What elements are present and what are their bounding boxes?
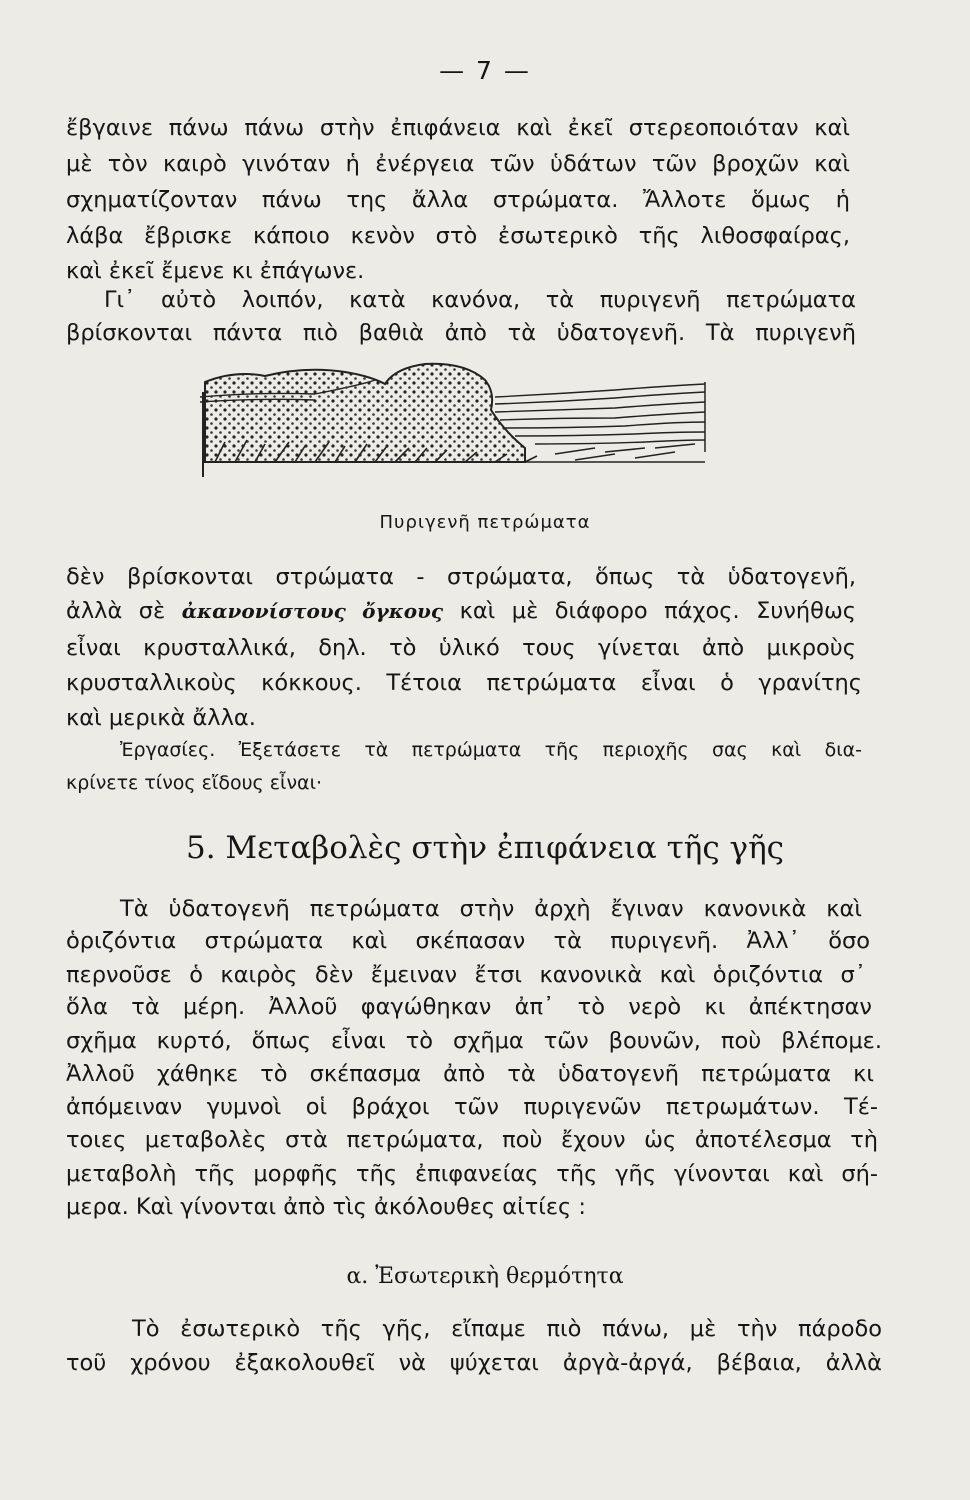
text-line: περνοῦσε ὁ καιρὸς δὲν ἔμειναν ἔτσι κανονικὰ καὶ ὁριζόντια σ᾿ bbox=[66, 962, 866, 988]
text-line: δὲν βρίσκονται στρώματα - στρώματα, ὅπως τὰ ὑδατογενῆ, bbox=[66, 564, 856, 590]
text-span: ἀλλὰ σὲ bbox=[66, 598, 166, 624]
igneous-rocks-illustration bbox=[195, 362, 715, 482]
text-line: τοιες μεταβολὲς στὰ πετρώματα, ποὺ ἔχουν ὡς ἀποτέλεσμα τὴ bbox=[66, 1127, 878, 1153]
text-line: εἶναι κρυσταλλικά, δηλ. τὸ ὑλικό τους γίνεται ἀπὸ μικροὺς bbox=[66, 635, 856, 661]
text-line: ἀπόμειναν γυμνοὶ οἱ βράχοι τῶν πυριγενῶν πετρωμάτων. Τέ- bbox=[66, 1094, 878, 1120]
text-line: Ἀλλοῦ χάθηκε τὸ σκέπασμα ἀπὸ τὰ ὑδατογενῆ πετρώματα κι bbox=[66, 1061, 874, 1087]
page-number: — 7 — bbox=[439, 56, 531, 85]
text-line: καὶ μερικὰ ἄλλα. bbox=[66, 705, 256, 731]
text-span: καὶ μὲ διάφορο πάχος. Συνήθως bbox=[459, 598, 856, 624]
text-line: ἔβγαινε πάνω πάνω στὴν ἐπιφάνεια καὶ ἐκεῖ στερεοποιόταν καὶ bbox=[66, 115, 850, 141]
text-line: μερα. Καὶ γίνονται ἀπὸ τὶς ἀκόλουθες αἰτίες : bbox=[66, 1194, 586, 1220]
figure-caption: Πυριγενῆ πετρώματα bbox=[379, 512, 591, 533]
text-line: κρυσταλλικοὺς κόκκους. Τέτοια πετρώματα εἶναι ὁ γρανίτης bbox=[66, 670, 862, 696]
text-line: σχηματίζονταν πάνω της ἄλλα στρώματα. Ἄλλοτε ὅμως ἡ bbox=[66, 187, 850, 213]
text-line: σχῆμα κυρτό, ὅπως εἶναι τὸ σχῆμα τῶν βουνῶν, ποὺ βλέπομε. bbox=[66, 1028, 882, 1054]
text-line: Γι᾿ αὐτὸ λοιπόν, κατὰ κανόνα, τὰ πυριγενῆ πετρώματα bbox=[104, 287, 856, 313]
section-heading: 5. Μεταβολὲς στὴν ἐπιφάνεια τῆς γῆς bbox=[185, 830, 785, 866]
text-line: ὅλα τὰ μέρη. Ἀλλοῦ φαγώθηκαν ἀπ᾿ τὸ νερὸ κι ἀπέκτησαν bbox=[66, 994, 872, 1020]
text-line: Ἐργασίες. Ἐξετάσετε τὰ πετρώματα τῆς περιοχῆς σας καὶ δια- bbox=[120, 739, 862, 761]
subsection-heading: α. Ἐσωτερικὴ θερμότητα bbox=[346, 1264, 624, 1289]
emphasized-term: ἀκανονίστους ὄγκους bbox=[181, 599, 444, 623]
text-line: Τὸ ἐσωτερικὸ τῆς γῆς, εἴπαμε πιὸ πάνω, μὲ τὴν πάροδο bbox=[132, 1316, 882, 1342]
text-line bbox=[66, 600, 856, 623]
text-line: μεταβολὴ τῆς μορφῆς τῆς ἐπιφανείας τῆς γῆς γίνονται καὶ σή- bbox=[66, 1161, 878, 1187]
text-line: βρίσκονται πάντα πιὸ βαθιὰ ἀπὸ τὰ ὑδατογενῆ. Τὰ πυριγενῆ bbox=[66, 320, 856, 346]
text-line: καὶ ἐκεῖ ἔμενε κι ἐπάγωνε. bbox=[66, 258, 365, 284]
text-line: κρίνετε τίνος εἴδους εἶναι· bbox=[66, 772, 323, 794]
text-line: μὲ τὸν καιρὸ γινόταν ἡ ἐνέργεια τῶν ὑδάτων τῶν βροχῶν καὶ bbox=[66, 151, 850, 177]
text-line: ὁριζόντια στρώματα καὶ σκέπασαν τὰ πυριγενῆ. Ἀλλ᾿ ὅσο bbox=[66, 928, 870, 954]
text-line: λάβα ἔβρισκε κάποιο κενὸν στὸ ἐσωτερικὸ τῆς λιθοσφαίρας, bbox=[66, 223, 850, 249]
text-line: τοῦ χρόνου ἐξακολουθεῖ νὰ ψύχεται ἀργὰ-ἀργά, βέβαια, ἀλλὰ bbox=[66, 1350, 882, 1376]
text-line: Τὰ ὑδατογενῆ πετρώματα στὴν ἀρχὴ ἔγιναν κανονικὰ καὶ bbox=[120, 896, 862, 922]
